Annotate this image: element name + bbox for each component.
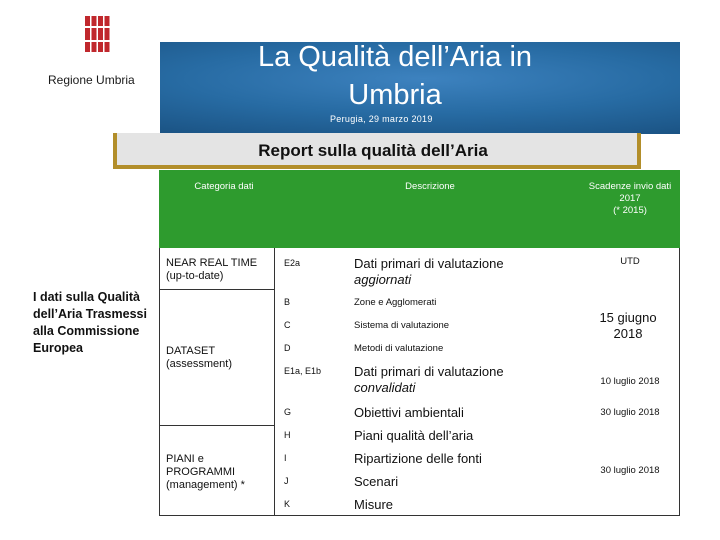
row-deadline: UTD bbox=[620, 256, 640, 267]
row-description bbox=[354, 364, 554, 396]
region-label: Regione Umbria bbox=[48, 73, 135, 87]
presentation-title bbox=[220, 38, 570, 114]
category-divider bbox=[159, 425, 275, 426]
report-heading: Report sulla qualità dell’Aria bbox=[258, 141, 488, 160]
row-description-line-2: aggiornati bbox=[354, 272, 412, 287]
title-line-1: La Qualità dell’Aria in bbox=[257, 41, 533, 73]
deadline-plans: 30 luglio 2018 bbox=[600, 465, 660, 476]
deadline-bcd-line-2: 2018 bbox=[613, 326, 643, 341]
row-deadline: 30 luglio 2018 bbox=[600, 407, 660, 418]
row-code: E2a bbox=[284, 258, 301, 268]
row-code: D bbox=[284, 343, 291, 353]
category-divider bbox=[159, 289, 275, 290]
row-code: J bbox=[284, 476, 289, 486]
category-near-real-time: NEAR REAL TIME (up-to-date) bbox=[166, 257, 258, 282]
row-description-line-1: Dati primari di valutazione bbox=[354, 256, 504, 271]
row-description-line-1: Dati primari di valutazione bbox=[354, 364, 504, 379]
side-label: I dati sulla Qualità dell’Aria Trasmessi alla Commissione Europea bbox=[33, 290, 147, 355]
row-description-line-2: convalidati bbox=[354, 380, 416, 395]
row-deadline: 10 luglio 2018 bbox=[600, 376, 660, 387]
row-description bbox=[354, 256, 554, 288]
row-description: Piani qualità dell’aria bbox=[354, 428, 474, 443]
category-dataset: DATASET (assessment) bbox=[166, 345, 233, 370]
deadline-bcd bbox=[580, 310, 676, 342]
row-code: G bbox=[284, 407, 292, 417]
row-code: H bbox=[284, 430, 291, 440]
report-heading-underline bbox=[113, 165, 641, 169]
row-description: Obiettivi ambientali bbox=[354, 405, 464, 420]
row-code: E1a, E1b bbox=[284, 366, 322, 376]
deadline-header-line-2: 2017 bbox=[619, 193, 641, 204]
row-code: I bbox=[284, 453, 287, 463]
row-code: K bbox=[284, 499, 291, 509]
row-code: B bbox=[284, 297, 291, 307]
title-line-2: Umbria bbox=[348, 79, 442, 111]
column-header-category: Categoria dati bbox=[194, 181, 254, 192]
row-description: Sistema di valutazione bbox=[354, 320, 450, 331]
deadline-header-line-1: Scadenze invio dati bbox=[588, 181, 672, 192]
column-header-deadline bbox=[575, 181, 685, 217]
row-description: Scenari bbox=[354, 474, 399, 489]
presentation-date: Perugia, 29 marzo 2019 bbox=[330, 114, 433, 124]
row-description: Ripartizione delle fonti bbox=[354, 451, 482, 466]
row-description: Metodi di valutazione bbox=[354, 343, 444, 354]
deadline-bcd-line-1: 15 giugno bbox=[599, 310, 657, 325]
banner-left-panel bbox=[40, 42, 160, 134]
regione-umbria-logo-icon bbox=[83, 14, 111, 54]
deadline-header-line-3: (* 2015) bbox=[613, 205, 647, 216]
row-description: Misure bbox=[354, 497, 394, 512]
row-description: Zone e Agglomerati bbox=[354, 297, 437, 308]
column-header-description: Descrizione bbox=[405, 181, 455, 192]
category-plans: PIANI e PROGRAMMI (management) * bbox=[166, 453, 245, 491]
row-code: C bbox=[284, 320, 291, 330]
